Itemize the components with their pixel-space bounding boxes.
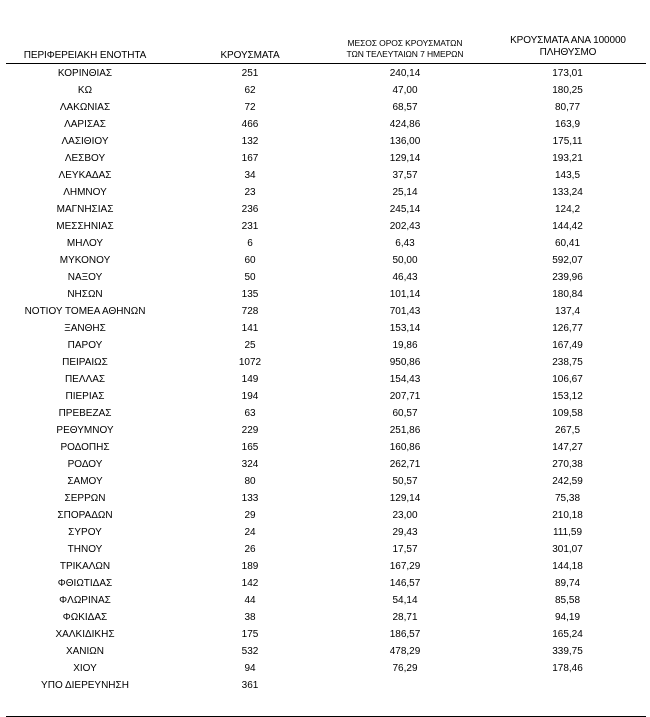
region-cell: ΥΠΟ ΔΙΕΡΕΥΝΗΣΗ (41, 680, 129, 691)
table-row (0, 218, 650, 235)
cases-cell: 132 (241, 136, 259, 147)
per100k-cell: 85,58 (554, 595, 581, 606)
region-cell: ΣΑΜΟΥ (67, 476, 103, 487)
avg-cell: 202,43 (389, 221, 421, 232)
table-row (0, 422, 650, 439)
per100k-cell: 180,25 (552, 85, 583, 96)
region-cell: ΦΛΩΡΙΝΑΣ (59, 595, 111, 606)
cases-cell: 532 (241, 646, 259, 657)
avg-cell: 160,86 (389, 442, 421, 453)
table-row (0, 116, 650, 133)
table-row (0, 456, 650, 473)
per100k-cell: 163,9 (554, 119, 581, 130)
table-row (0, 354, 650, 371)
region-cell: ΛΑΚΩΝΙΑΣ (59, 102, 111, 113)
avg-cell: 478,29 (389, 646, 421, 657)
avg-cell: 50,00 (392, 255, 418, 266)
per100k-cell: 239,96 (552, 272, 583, 283)
per100k-cell: 109,58 (552, 408, 583, 419)
cases-cell: 23 (244, 187, 256, 198)
per100k-cell: 75,38 (554, 493, 581, 504)
cases-cell: 34 (244, 170, 256, 181)
avg-cell: 46,43 (392, 272, 418, 283)
cases-cell: 80 (244, 476, 256, 487)
cases-cell: 50 (244, 272, 256, 283)
cases-cell: 728 (241, 306, 259, 317)
per100k-cell: 143,5 (554, 170, 581, 181)
table-row (0, 592, 650, 609)
per100k-cell: 167,49 (552, 340, 583, 351)
header-avg-line1: ΜΕΣΟΣ ΟΡΟΣ ΚΡΟΥΣΜΑΤΩΝ (347, 38, 463, 48)
cases-cell: 135 (241, 289, 259, 300)
avg-cell: 153,14 (389, 323, 421, 334)
avg-cell: 167,29 (389, 561, 421, 572)
avg-cell: 262,71 (389, 459, 421, 470)
table-row (0, 184, 650, 201)
header-rule (6, 63, 646, 64)
cases-cell: 29 (244, 510, 256, 521)
region-cell: ΜΥΚΟΝΟΥ (59, 255, 111, 266)
table-row (0, 167, 650, 184)
cases-cell: 149 (241, 374, 259, 385)
region-cell: ΡΕΘΥΜΝΟΥ (56, 425, 114, 436)
region-cell: ΣΕΡΡΩΝ (64, 493, 106, 504)
region-cell: ΜΕΣΣΗΝΙΑΣ (56, 221, 114, 232)
region-cell: ΜΑΓΝΗΣΙΑΣ (56, 204, 114, 215)
cases-cell: 63 (244, 408, 256, 419)
region-cell: ΚΟΡΙΝΘΙΑΣ (57, 68, 113, 79)
table-row (0, 609, 650, 626)
cases-cell: 24 (244, 527, 256, 538)
per100k-cell: 210,18 (552, 510, 583, 521)
region-cell: ΤΗΝΟΥ (67, 544, 103, 555)
cases-cell: 175 (241, 629, 259, 640)
table-row (0, 133, 650, 150)
avg-cell: 47,00 (392, 85, 418, 96)
avg-cell: 76,29 (392, 663, 418, 674)
region-cell: ΞΑΝΘΗΣ (64, 323, 106, 334)
region-cell: ΣΠΟΡΑΔΩΝ (57, 510, 113, 521)
avg-cell: 6,43 (395, 238, 415, 249)
table-row (0, 524, 650, 541)
per100k-cell: 153,12 (552, 391, 583, 402)
per100k-cell: 126,77 (552, 323, 583, 334)
cases-cell: 324 (241, 459, 259, 470)
avg-cell: 154,43 (389, 374, 421, 385)
per100k-cell: 60,41 (554, 238, 581, 249)
avg-cell: 207,71 (389, 391, 421, 402)
cases-cell: 142 (241, 578, 259, 589)
region-cell: ΛΑΣΙΘΙΟΥ (61, 136, 109, 147)
table-row (0, 405, 650, 422)
header-per-line1: ΚΡΟΥΣΜΑΤΑ ΑΝΑ 100000 (510, 35, 626, 46)
region-cell: ΛΑΡΙΣΑΣ (64, 119, 106, 130)
cases-cell: 165 (241, 442, 259, 453)
per100k-cell: 111,59 (552, 527, 583, 538)
per100k-cell: 180,84 (552, 289, 583, 300)
per100k-cell: 144,18 (552, 561, 583, 572)
avg-cell: 240,14 (389, 68, 421, 79)
cases-cell: 167 (241, 153, 259, 164)
avg-cell: 146,57 (389, 578, 421, 589)
cases-cell: 72 (244, 102, 256, 113)
region-cell: ΠΕΛΛΑΣ (64, 374, 106, 385)
cases-cell: 60 (244, 255, 256, 266)
per100k-cell: 133,24 (552, 187, 583, 198)
header-cases: ΚΡΟΥΣΜΑΤΑ (220, 50, 280, 61)
region-cell: ΤΡΙΚΑΛΩΝ (59, 561, 111, 572)
per100k-cell: 339,75 (552, 646, 583, 657)
table-row (0, 320, 650, 337)
cases-cell: 38 (244, 612, 256, 623)
region-cell: ΧΑΝΙΩΝ (65, 646, 105, 657)
avg-cell: 28,71 (392, 612, 418, 623)
avg-cell: 950,86 (389, 357, 421, 368)
table-row (0, 303, 650, 320)
cases-cell: 361 (241, 680, 259, 691)
region-cell: ΛΗΜΝΟΥ (63, 187, 107, 198)
header-region: ΠΕΡΙΦΕΡΕΙΑΚΗ ΕΝΟΤΗΤΑ (23, 50, 147, 61)
header-avg-line2: ΤΩΝ ΤΕΛΕΥΤΑΙΩΝ 7 ΗΜΕΡΩΝ (346, 49, 464, 59)
avg-cell: 60,57 (392, 408, 418, 419)
avg-cell: 186,57 (389, 629, 421, 640)
table-row (0, 286, 650, 303)
cases-cell: 94 (244, 663, 256, 674)
table-row (0, 439, 650, 456)
cases-cell: 26 (244, 544, 256, 555)
region-cell: ΝΑΞΟΥ (67, 272, 103, 283)
cases-cell: 251 (241, 68, 259, 79)
header-per-line2: ΠΛΗΘΥΣΜΟ (539, 47, 597, 58)
per100k-cell: 270,38 (552, 459, 583, 470)
region-cell: ΣΥΡΟΥ (68, 527, 102, 538)
cases-cell: 6 (247, 238, 253, 249)
cases-cell: 141 (241, 323, 259, 334)
cases-cell: 25 (244, 340, 256, 351)
cases-cell: 133 (241, 493, 259, 504)
per100k-cell: 124,2 (554, 204, 581, 215)
region-cell: ΡΟΔΟΥ (67, 459, 103, 470)
region-cell: ΚΩ (77, 85, 93, 96)
cases-cell: 62 (244, 85, 256, 96)
per100k-cell: 592,07 (552, 255, 583, 266)
region-cell: ΠΕΙΡΑΙΩΣ (62, 357, 108, 368)
avg-cell: 29,43 (392, 527, 418, 538)
region-cell: ΛΕΣΒΟΥ (64, 153, 106, 164)
region-cell: ΠΑΡΟΥ (67, 340, 103, 351)
table-row (0, 643, 650, 660)
per100k-cell: 301,07 (552, 544, 583, 555)
region-cell: ΧΑΛΚΙΔΙΚΗΣ (55, 629, 115, 640)
per100k-cell: 175,11 (552, 136, 583, 147)
table-row (0, 201, 650, 218)
per100k-cell: 147,27 (552, 442, 583, 453)
region-cell: ΝΗΣΩΝ (67, 289, 103, 300)
avg-cell: 129,14 (389, 493, 421, 504)
table-row (0, 235, 650, 252)
region-cell: ΠΙΕΡΙΑΣ (65, 391, 105, 402)
table-row (0, 507, 650, 524)
avg-cell: 50,57 (392, 476, 418, 487)
avg-cell: 25,14 (392, 187, 418, 198)
avg-cell: 19,86 (392, 340, 418, 351)
avg-cell: 701,43 (389, 306, 421, 317)
cases-cell: 194 (241, 391, 259, 402)
table-row (0, 473, 650, 490)
table-row (0, 65, 650, 82)
avg-cell: 23,00 (392, 510, 418, 521)
header-seven-day-average (330, 38, 480, 60)
table-row (0, 252, 650, 269)
per100k-cell: 106,67 (552, 374, 583, 385)
per100k-cell: 173,01 (552, 68, 583, 79)
table-row (0, 575, 650, 592)
avg-cell: 17,57 (392, 544, 418, 555)
avg-cell: 136,00 (389, 136, 421, 147)
avg-cell: 101,14 (389, 289, 421, 300)
table-row (0, 660, 650, 677)
avg-cell: 54,14 (392, 595, 418, 606)
per100k-cell: 94,19 (554, 612, 581, 623)
per100k-cell: 165,24 (552, 629, 583, 640)
per100k-cell: 137,4 (554, 306, 581, 317)
region-cell: ΦΘΙΩΤΙΔΑΣ (57, 578, 113, 589)
avg-cell: 68,57 (392, 102, 418, 113)
table-row (0, 371, 650, 388)
cases-cell: 466 (241, 119, 259, 130)
header-cases-per-100k (488, 35, 648, 59)
table-row (0, 82, 650, 99)
table-row (0, 541, 650, 558)
table-row (0, 99, 650, 116)
data-table-body (0, 65, 650, 694)
per100k-cell: 89,74 (554, 578, 581, 589)
region-cell: ΜΗΛΟΥ (66, 238, 104, 249)
cases-cell: 236 (241, 204, 259, 215)
cases-cell: 1072 (238, 357, 262, 368)
table-row (0, 490, 650, 507)
per100k-cell: 144,42 (552, 221, 583, 232)
cases-cell: 231 (241, 221, 259, 232)
table-row (0, 677, 650, 694)
avg-cell: 251,86 (389, 425, 421, 436)
per100k-cell: 193,21 (552, 153, 583, 164)
region-cell: ΝΟΤΙΟΥ ΤΟΜΕΑ ΑΘΗΝΩΝ (24, 306, 146, 317)
table-row (0, 269, 650, 286)
table-row (0, 337, 650, 354)
per100k-cell: 242,59 (552, 476, 583, 487)
table-row (0, 558, 650, 575)
region-cell: ΠΡΕΒΕΖΑΣ (58, 408, 112, 419)
table-row (0, 150, 650, 167)
cases-cell: 229 (241, 425, 259, 436)
region-cell: ΦΩΚΙΔΑΣ (62, 612, 108, 623)
table-row (0, 388, 650, 405)
table-row (0, 626, 650, 643)
cases-cell: 44 (244, 595, 256, 606)
per100k-cell: 238,75 (552, 357, 583, 368)
per100k-cell: 267,5 (554, 425, 581, 436)
region-cell: ΡΟΔΟΠΗΣ (60, 442, 110, 453)
cases-cell: 189 (241, 561, 259, 572)
avg-cell: 37,57 (392, 170, 418, 181)
per100k-cell: 80,77 (554, 102, 581, 113)
avg-cell: 245,14 (389, 204, 421, 215)
region-cell: ΧΙΟΥ (73, 663, 97, 674)
region-cell: ΛΕΥΚΑΔΑΣ (58, 170, 112, 181)
per100k-cell: 178,46 (552, 663, 583, 674)
avg-cell: 424,86 (389, 119, 421, 130)
avg-cell: 129,14 (389, 153, 421, 164)
